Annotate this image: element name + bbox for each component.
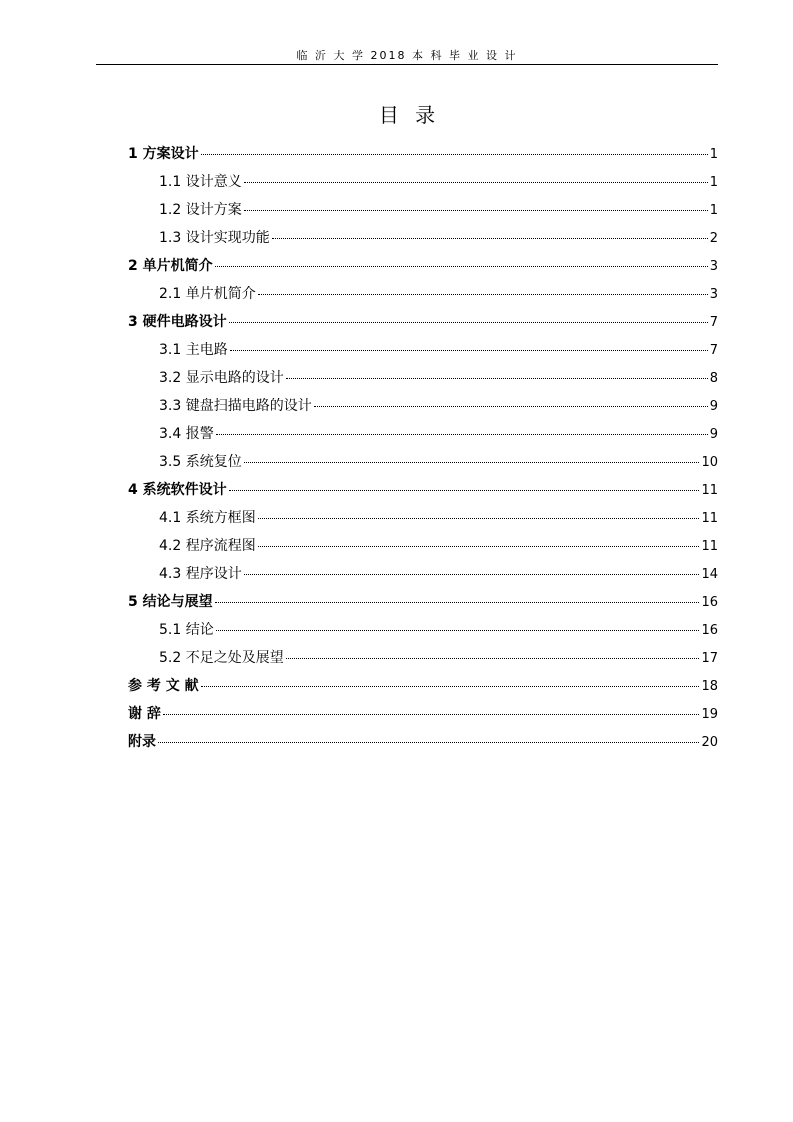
- toc-entry-chapter-2[interactable]: [128, 252, 718, 280]
- toc-dot-leader: [244, 182, 708, 183]
- toc-entry-appendix[interactable]: [128, 728, 718, 756]
- toc-entry-section-4-3[interactable]: [128, 560, 718, 588]
- toc-dot-leader: [201, 686, 700, 687]
- toc-dot-leader: [258, 294, 708, 295]
- toc-entry-chapter-1[interactable]: [128, 140, 718, 168]
- toc-entry-section-3-4[interactable]: [128, 420, 718, 448]
- toc-entry-label: 3.5 系统复位: [159, 454, 242, 470]
- toc-entry-label: 3.3 键盘扫描电路的设计: [159, 398, 312, 414]
- toc-page-number: 14: [701, 567, 718, 582]
- toc-entry-section-1-1[interactable]: [128, 168, 718, 196]
- toc-entry-chapter-4[interactable]: [128, 476, 718, 504]
- toc-page-number: 19: [701, 707, 718, 722]
- toc-entry-references[interactable]: [128, 672, 718, 700]
- toc-title: 目 录: [378, 103, 436, 127]
- toc-page-number: 1: [709, 175, 718, 190]
- toc-entry-label: 2 单片机简介: [128, 258, 213, 274]
- toc-page-number: 3: [709, 287, 718, 302]
- toc-dot-leader: [229, 490, 700, 491]
- toc-entry-section-1-3[interactable]: [128, 224, 718, 252]
- toc-dot-leader: [286, 658, 700, 659]
- toc-entry-label: 5.2 不足之处及展望: [159, 650, 284, 666]
- toc-dot-leader: [215, 602, 700, 603]
- toc-entry-label: 1.1 设计意义: [159, 174, 242, 190]
- toc-entry-acknowledgements[interactable]: [128, 700, 718, 728]
- toc-page-number: 20: [701, 735, 718, 750]
- toc-entry-label: 3.4 报警: [159, 426, 214, 442]
- table-of-contents: [128, 140, 718, 756]
- toc-dot-leader: [272, 238, 708, 239]
- toc-page-number: 7: [709, 343, 718, 358]
- toc-dot-leader: [158, 742, 699, 743]
- header-rule: [96, 64, 718, 65]
- toc-entry-label: 3.1 主电路: [159, 342, 228, 358]
- toc-dot-leader: [229, 322, 708, 323]
- toc-page-number: 9: [709, 399, 718, 414]
- toc-page-number: 3: [709, 259, 718, 274]
- toc-page-number: 11: [701, 511, 718, 526]
- toc-entry-label: 2.1 单片机简介: [159, 286, 256, 302]
- toc-dot-leader: [201, 154, 708, 155]
- toc-dot-leader: [244, 574, 700, 575]
- toc-dot-leader: [286, 378, 708, 379]
- toc-page-number: 17: [701, 651, 718, 666]
- toc-entry-label: 3 硬件电路设计: [128, 314, 227, 330]
- toc-entry-section-4-2[interactable]: [128, 532, 718, 560]
- toc-page-number: 11: [701, 539, 718, 554]
- toc-page-number: 10: [701, 455, 718, 470]
- toc-entry-section-2-1[interactable]: [128, 280, 718, 308]
- toc-entry-label: 5.1 结论: [159, 622, 214, 638]
- toc-entry-chapter-5[interactable]: [128, 588, 718, 616]
- toc-entry-label: 1 方案设计: [128, 146, 199, 162]
- toc-page-number: 16: [701, 595, 718, 610]
- toc-entry-section-3-2[interactable]: [128, 364, 718, 392]
- toc-page-number: 9: [709, 427, 718, 442]
- toc-entry-section-3-3[interactable]: [128, 392, 718, 420]
- toc-page-number: 11: [701, 483, 718, 498]
- toc-page-number: 8: [709, 371, 718, 386]
- toc-page-number: 16: [701, 623, 718, 638]
- toc-entry-label: 4.2 程序流程图: [159, 538, 256, 554]
- toc-page-number: 1: [709, 203, 718, 218]
- toc-entry-section-3-1[interactable]: [128, 336, 718, 364]
- toc-page-number: 1: [709, 147, 718, 162]
- toc-dot-leader: [314, 406, 708, 407]
- toc-dot-leader: [258, 518, 700, 519]
- toc-page-number: 7: [709, 315, 718, 330]
- toc-page-number: 2: [709, 231, 718, 246]
- toc-entry-label: 附录: [128, 734, 156, 750]
- toc-entry-label: 5 结论与展望: [128, 594, 213, 610]
- toc-dot-leader: [163, 714, 700, 715]
- toc-dot-leader: [230, 350, 708, 351]
- toc-dot-leader: [215, 266, 708, 267]
- toc-entry-label: 1.2 设计方案: [159, 202, 242, 218]
- toc-dot-leader: [216, 434, 708, 435]
- toc-page-number: 18: [701, 679, 718, 694]
- toc-dot-leader: [244, 462, 700, 463]
- toc-entry-label: 3.2 显示电路的设计: [159, 370, 284, 386]
- toc-entry-label: 4 系统软件设计: [128, 482, 227, 498]
- toc-entry-label: 1.3 设计实现功能: [159, 230, 270, 246]
- page-header: 临 沂 大 学 2018 本 科 毕 业 设 计: [296, 49, 518, 62]
- toc-entry-section-3-5[interactable]: [128, 448, 718, 476]
- toc-entry-label: 4.1 系统方框图: [159, 510, 256, 526]
- toc-entry-section-5-2[interactable]: [128, 644, 718, 672]
- toc-dot-leader: [258, 546, 700, 547]
- toc-entry-label: 参 考 文 献: [128, 678, 199, 694]
- toc-dot-leader: [216, 630, 700, 631]
- toc-entry-section-5-1[interactable]: [128, 616, 718, 644]
- toc-dot-leader: [244, 210, 708, 211]
- toc-entry-section-1-2[interactable]: [128, 196, 718, 224]
- toc-entry-label: 谢 辞: [128, 706, 161, 722]
- toc-entry-section-4-1[interactable]: [128, 504, 718, 532]
- toc-entry-chapter-3[interactable]: [128, 308, 718, 336]
- toc-entry-label: 4.3 程序设计: [159, 566, 242, 582]
